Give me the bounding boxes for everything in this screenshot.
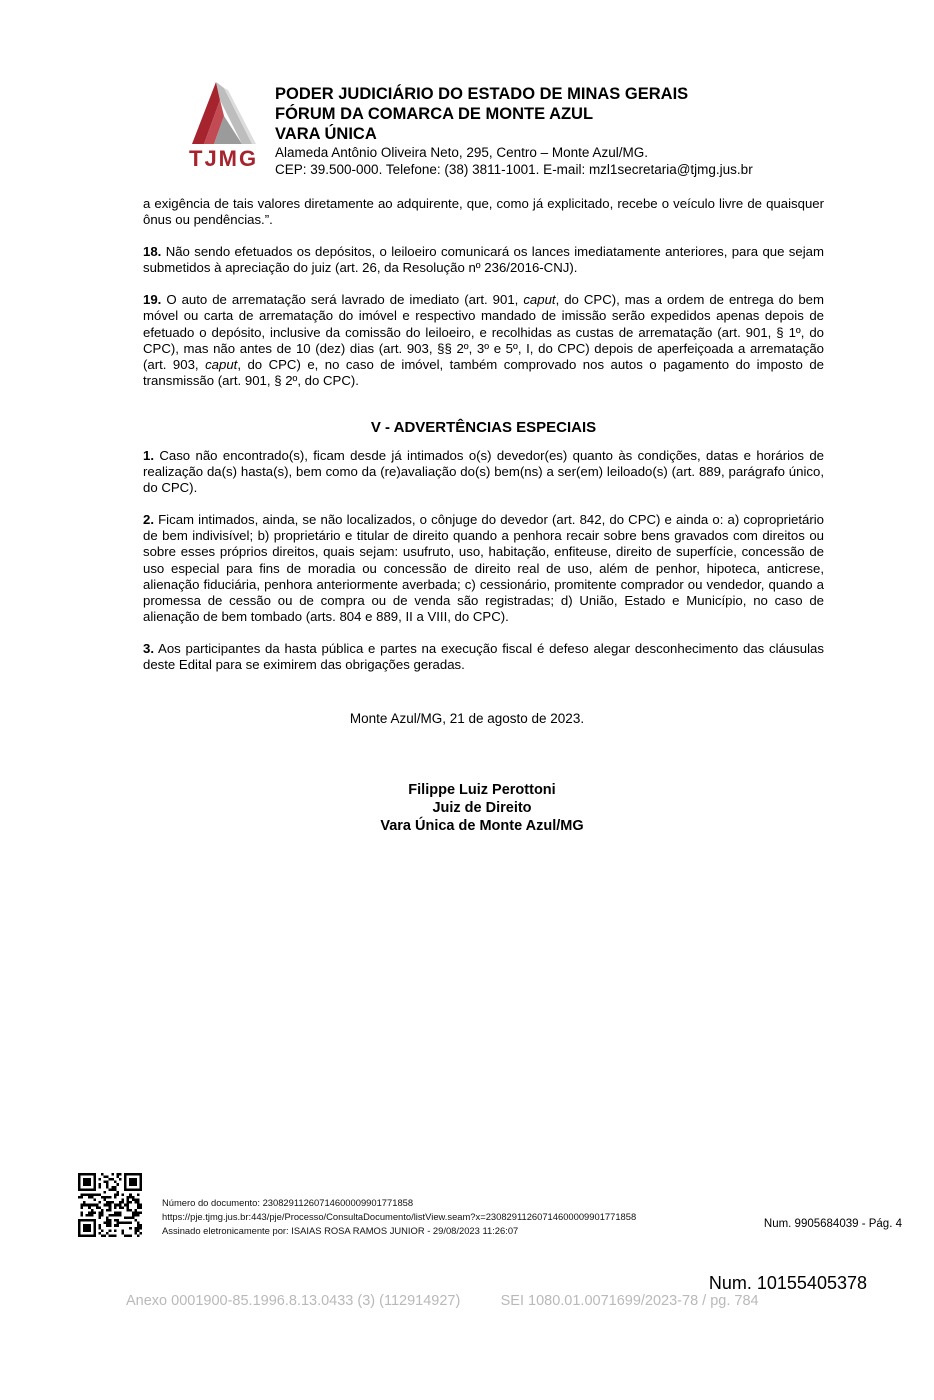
doc-number: Número do documento: 23082911260714600009901771858 [162,1197,414,1208]
signature-block [0,781,934,835]
logo-text: TJMG [189,146,259,171]
warning-2: 2. Ficam intimados, ainda, se não localizados, o cônjuge do devedor (art. 842, do CPC) e ainda o: a) coproprietário de bem indivisível; b) proprietário e titular de direito quando a penhora recair sobre bens gravados com direitos ou sobre esses próprios direitos, quais sejam: usufruto, uso, habitação, enfiteuse, direito de superfície, concessão de uso especial para fins de moradia ou concessão de direito real de uso, além de penhor, hipoteca, anticrese, alienação fiduciária, penhora anteriormente averbada; c) cessionário, promitente comprador ou vendedor, quando a promessa de cessão ou de compra ou de venda são registradas; d) União, Estado e Município, no caso de alienação de bem tombado (arts. 804 e 889, II a VIII, do CPC). [143,512,824,624]
signer-court: Vara Única de Monte Azul/MG [380,818,584,834]
tjmg-triangle-icon [186,80,258,150]
item-number: 3. [143,640,154,656]
doc-url[interactable]: https://pje.tjmg.jus.br:443/pje/Processo/ConsultaDocumento/listView.seam?x=23082911260714600009901771858 [162,1211,637,1222]
warning-3: 3. Aos participantes da hasta pública e partes na execução fiscal é defeso alegar desconhecimento das cláusulas deste Edital para se eximirem das obrigações geradas. [143,640,824,672]
item-number: 18. [143,244,162,260]
header-forum: FÓRUM DA COMARCA DE MONTE AZUL [275,105,594,123]
paragraph-19: 19. O auto de arrematação será lavrado de imediato (art. 901, caput, do CPC), mas a ordem de entrega do bem móvel ou carta de arrematação do imóvel e respectivo mandado de imissão serão expedidos apenas depois de efetuado o depósito, inclusive da comissão do leiloeiro, e recolhidas as custas de arrematação (art. 901, § 1º, do CPC), mas não antes de 10 (dez) dias (art. 903, §§ 2º, 3º e 5º, I, do CPC) depois de aperfeiçoada a arrematação (art. 903, caput, do CPC) e, no caso de imóvel, também comprovado nos autos o pagamento do imposto de transmissão (art. 901, § 2º, do CPC). [143,292,824,388]
document-header [186,80,836,180]
header-court: PODER JUDICIÁRIO DO ESTADO DE MINAS GERAIS [275,85,689,103]
item-number: 2. [143,512,154,528]
qr-code-icon [78,1173,142,1237]
section-title: V - ADVERTÊNCIAS ESPECIAIS [370,418,597,436]
header-address: Alameda Antônio Oliveira Neto, 295, Centro – Monte Azul/MG. [275,145,648,160]
document-num-stamp: Num. 10155405378 [708,1273,867,1293]
item-number: 19. [143,292,162,308]
paragraph-intro: a exigência de tais valores diretamente ao adquirente, que, como já explicitado, recebe o veículo livre de quaisquer ônus ou pendências.”. [143,196,824,228]
signer-name: Filippe Luiz Perottoni [408,782,556,798]
signer-role: Juiz de Direito [432,800,532,816]
header-vara: VARA ÚNICA [275,125,377,143]
page-number: Num. 9905684039 - Pág. 4 [763,1218,902,1230]
signed-by: Assinado eletronicamente por: ISAIAS ROSA RAMOS JUNIOR - 29/08/2023 11:26:07 [162,1225,519,1236]
paragraph-18: 18. Não sendo efetuados os depósitos, o leiloeiro comunicará os lances imediatamente anteriores, para que sejam submetidos à apreciação do juiz (art. 26, da Resolução nº 236/2016-CNJ). [143,244,824,276]
header-contact: CEP: 39.500-000. Telefone: (38) 3811-1001. E-mail: mzl1secretaria@tjmg.jus.br [275,162,753,177]
document-body [143,196,824,673]
document-info [162,1196,636,1238]
item-number: 1. [143,447,154,463]
warning-1: 1. Caso não encontrado(s), ficam desde já intimados o(s) devedor(es) quanto às condições, datas e horários de realização da(s) hasta(s), bem como da (re)avaliação do(s) bem(ns) a ser(em) leiloado(s) (art. 889, parágrafo único, do CPC). [143,447,824,496]
place-date: Monte Azul/MG, 21 de agosto de 2023. [349,711,585,726]
tjmg-logo [186,80,258,175]
annex-watermark: Anexo 0001900-85.1996.8.13.0433 (3) (112914927) SEI 1080.01.0071699/2023-78 / pg. 784 [126,1293,759,1309]
